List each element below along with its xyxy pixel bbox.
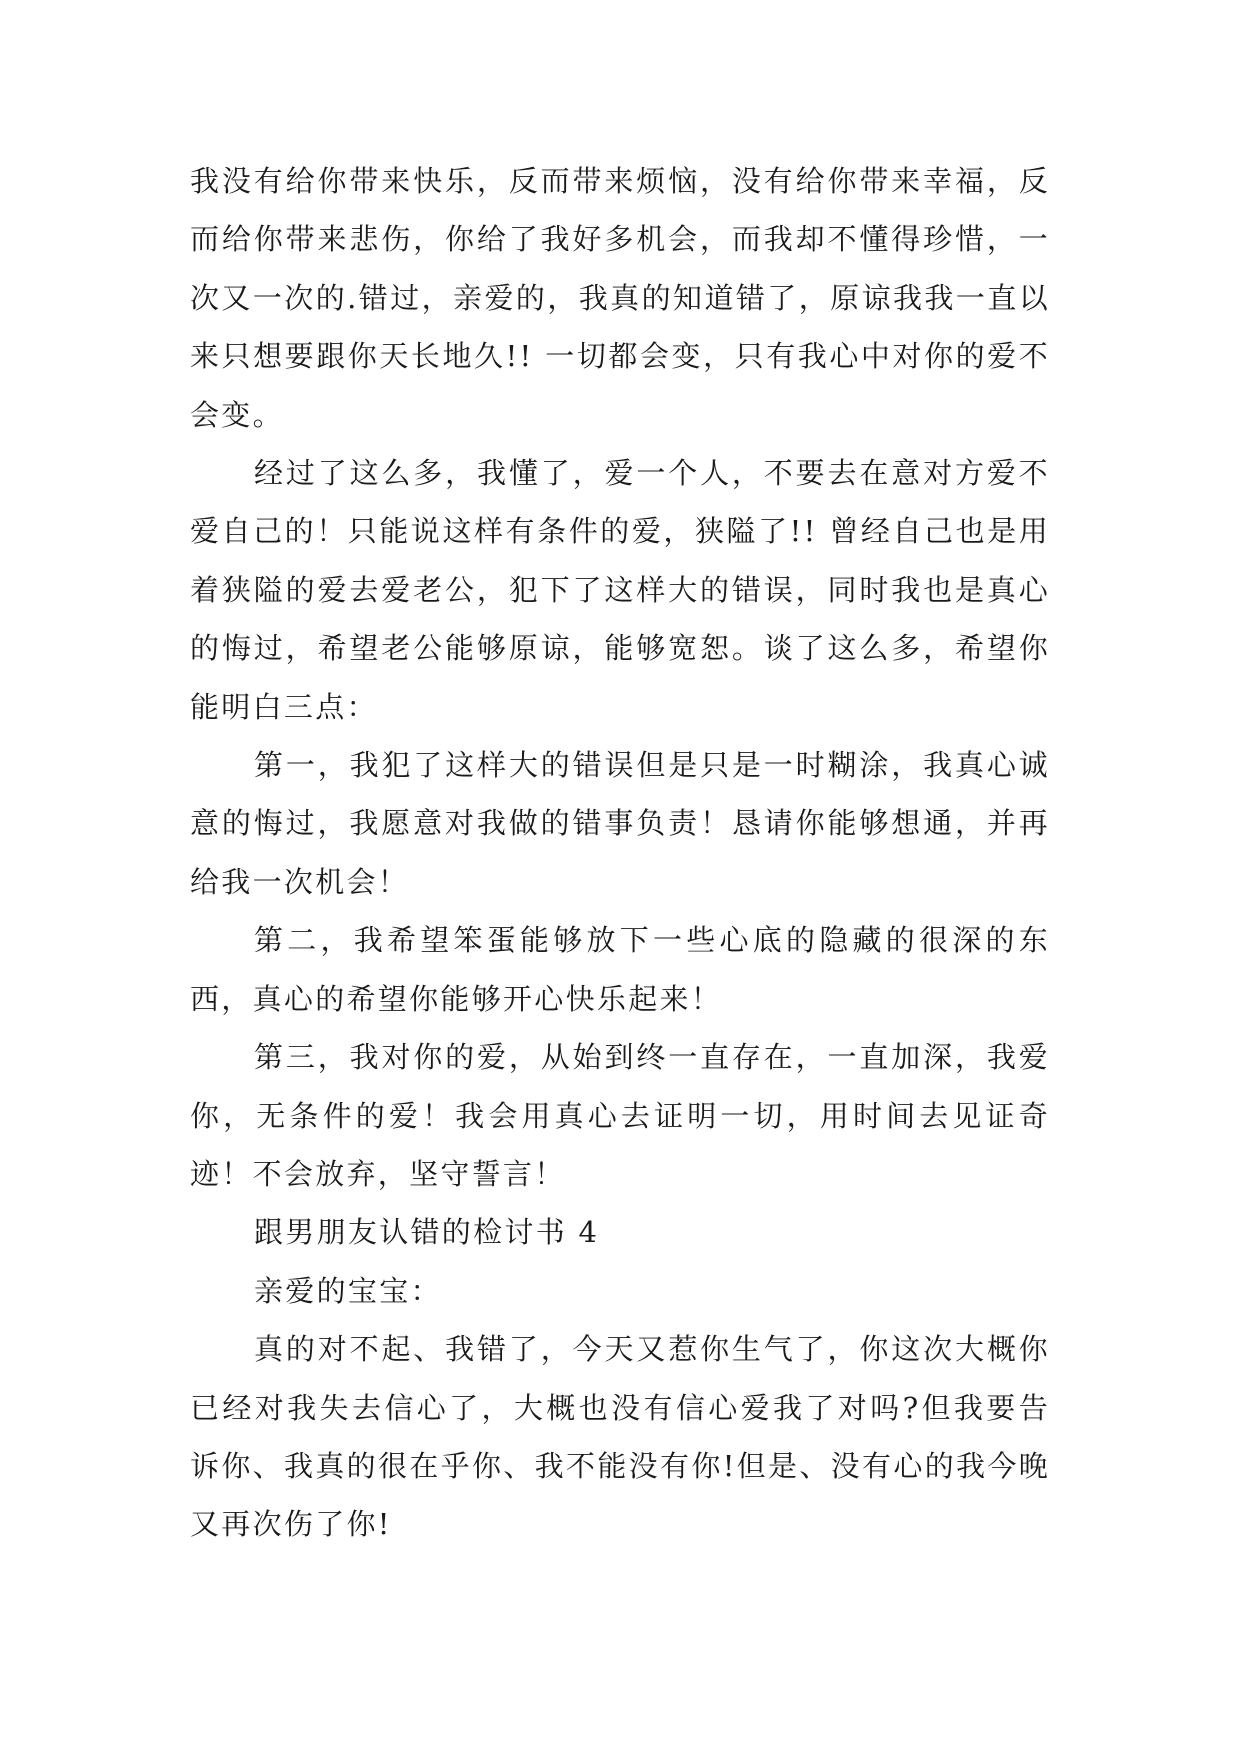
paragraph-2: 经过了这么多，我懂了，爱一个人，不要去在意对方爱不爱自己的！只能说这样有条件的爱，狭隘了!! 曾经自己也是用着狭隘的爱去爱老公，犯下了这样大的错误，同时我也是真心的悔过，希望老公能够原谅，能够宽恕。谈了这么多，希望你能明白三点：	[190, 456, 1050, 724]
paragraph-point-three: 第三，我对你的爱，从始到终一直存在，一直加深，我爱你，无条件的爱！我会用真心去证明一切，用时间去见证奇迹！不会放弃，坚守誓言！	[190, 1040, 1050, 1191]
paragraph-1: 我没有给你带来快乐，反而带来烦恼，没有给你带来幸福，反而给你带来悲伤，你给了我好多机会，而我却不懂得珍惜，一次又一次的.错过，亲爱的，我真的知道错了，原谅我我一直以来只想要跟你天长地久!! 一切都会变，只有我心中对你的爱不会变。	[190, 164, 1050, 432]
section-heading: 跟男朋友认错的检讨书 4	[254, 1215, 600, 1250]
paragraph-point-one: 第一，我犯了这样大的错误但是只是一时糊涂，我真心诚意的悔过，我愿意对我做的错事负责！恳请你能够想通，并再给我一次机会！	[190, 748, 1050, 899]
letter-salutation: 亲爱的宝宝：	[254, 1273, 442, 1308]
document-body	[190, 152, 1050, 1554]
paragraph-letter-body: 真的对不起、我错了，今天又惹你生气了，你这次大概你已经对我失去信心了，大概也没有信心爱我了对吗?但我要告诉你、我真的很在乎你、我不能没有你!但是、没有心的我今晚又再次伤了你!	[190, 1332, 1050, 1542]
paragraph-point-two: 第二，我希望笨蛋能够放下一些心底的隐藏的很深的东西，真心的希望你能够开心快乐起来！	[190, 923, 1050, 1016]
